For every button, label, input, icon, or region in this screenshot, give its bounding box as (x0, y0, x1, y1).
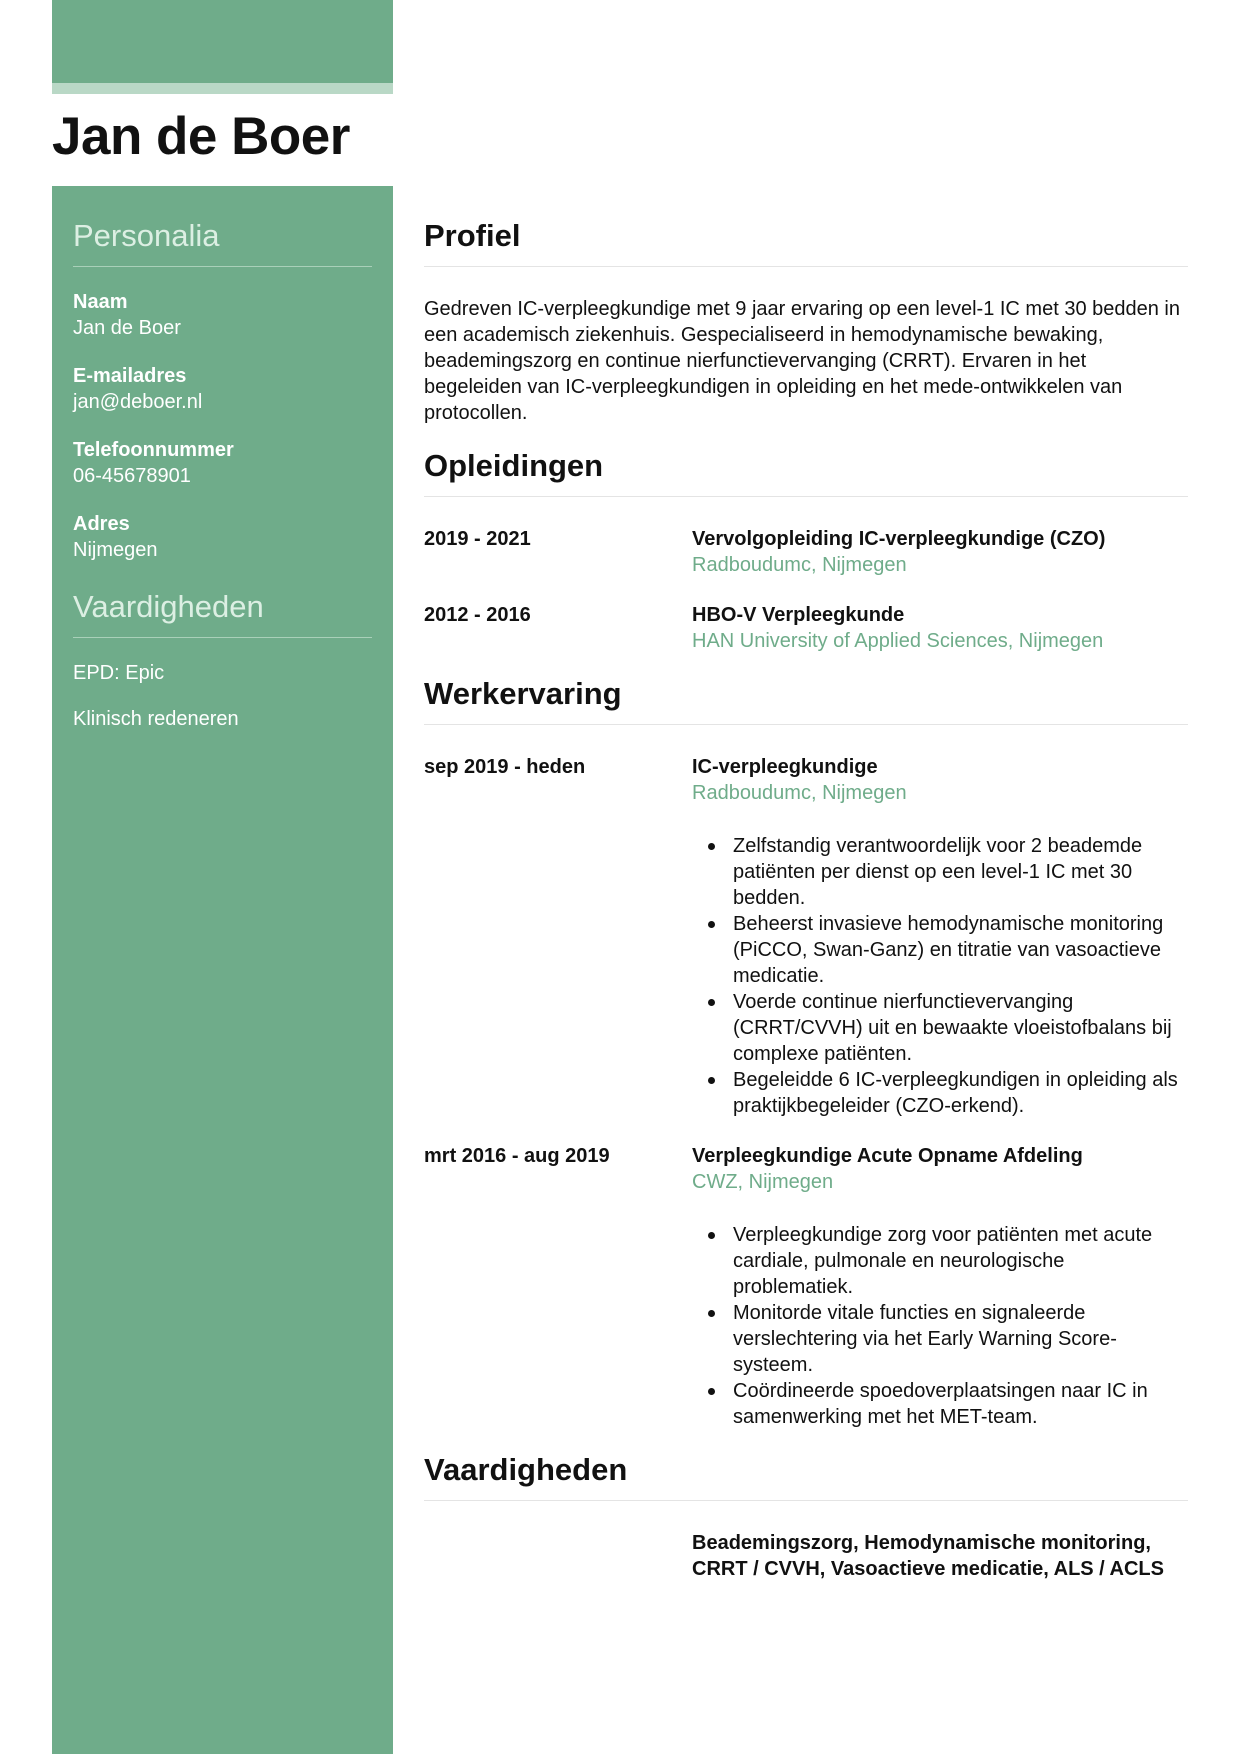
work-date: sep 2019 - heden (424, 756, 586, 778)
field-label-telefoon: Telefoonnummer (73, 439, 234, 461)
education-entry (424, 602, 1188, 654)
field-value-naam: Jan de Boer (73, 317, 181, 339)
education-title: HBO-V Verpleegkunde (692, 604, 905, 626)
work-bullet: Monitorde vitale functies en signaleerde verslechtering via het Early Warning Score-systeem. (733, 1300, 1188, 1378)
personalia-heading: Personalia (73, 186, 372, 267)
work-bullet: Begeleidde 6 IC-verpleegkundigen in opleiding als praktijkbegeleider (CZO-erkend). (733, 1067, 1188, 1119)
work-date: mrt 2016 - aug 2019 (424, 1145, 610, 1167)
work-title: Verpleegkundige Acute Opname Afdeling (692, 1145, 1083, 1167)
education-heading: Opleidingen (424, 426, 1188, 497)
education-place: Radboudumc, Nijmegen (692, 554, 907, 576)
sidebar-header-stripe (52, 83, 393, 94)
work-bullet: Voerde continue nierfunctievervanging (CRRT/CVVH) uit en bewaakte vloeistofbalans bij complexe patiënten. (733, 989, 1188, 1067)
field-label-email: E-mailadres (73, 365, 187, 387)
work-bullet: Coördineerde spoedoverplaatsingen naar IC in samenwerking met het MET-team. (733, 1378, 1188, 1430)
profile-text: Gedreven IC-verpleegkundige met 9 jaar ervaring op een level-1 IC met 30 bedden in een academisch ziekenhuis. Gespecialiseerd in hemodynamische bewaking, beademingszorg en continue nierfunctievervanging (CRRT). Ervaren in het begeleiden van IC-verpleegkundigen in opleiding en het mede-ontwikkelen van protocollen. (424, 298, 1180, 424)
work-bullets (692, 1222, 1188, 1430)
work-title: IC-verpleegkundige (692, 756, 878, 778)
skills-heading: Vaardigheden (424, 1430, 1188, 1501)
sidebar-skill-item: Klinisch redeneren (73, 708, 239, 730)
skills-list: Beademingszorg, Hemodynamische monitoring, CRRT / CVVH, Vasoactieve medicatie, ALS / ACLS (692, 1532, 1164, 1580)
sidebar-header-block (52, 0, 393, 83)
work-place: CWZ, Nijmegen (692, 1171, 834, 1193)
field-value-email[interactable]: jan@deboer.nl (73, 391, 203, 413)
work-entry (424, 754, 1188, 1119)
education-title: Vervolgopleiding IC-verpleegkundige (CZO) (692, 528, 1106, 550)
sidebar-skills-heading: Vaardigheden (73, 563, 372, 638)
education-date: 2012 - 2016 (424, 604, 531, 626)
field-value-telefoon: 06-45678901 (73, 465, 191, 487)
work-bullet: Verpleegkundige zorg voor patiënten met acute cardiale, pulmonale en neurologische problematiek. (733, 1222, 1188, 1300)
work-heading: Werkervaring (424, 654, 1188, 725)
work-bullet: Zelfstandig verantwoordelijk voor 2 beademde patiënten per dienst op een level-1 IC met 30 bedden. (733, 833, 1188, 911)
work-entry (424, 1143, 1188, 1430)
education-date: 2019 - 2021 (424, 528, 531, 550)
main-content (424, 186, 1188, 1582)
sidebar (52, 186, 393, 1754)
sidebar-skill-item: EPD: Epic (73, 662, 165, 684)
field-label-adres: Adres (73, 513, 130, 535)
page-title: Jan de Boer (52, 107, 350, 166)
education-entry (424, 526, 1188, 578)
profile-heading: Profiel (424, 186, 1188, 267)
field-value-adres: Nijmegen (73, 539, 158, 561)
work-bullets (692, 833, 1188, 1119)
work-place: Radboudumc, Nijmegen (692, 782, 907, 804)
field-label-naam: Naam (73, 291, 128, 313)
education-place: HAN University of Applied Sciences, Nijmegen (692, 630, 1104, 652)
work-bullet: Beheerst invasieve hemodynamische monitoring (PiCCO, Swan-Ganz) en titratie van vasoactieve medicatie. (733, 911, 1188, 989)
